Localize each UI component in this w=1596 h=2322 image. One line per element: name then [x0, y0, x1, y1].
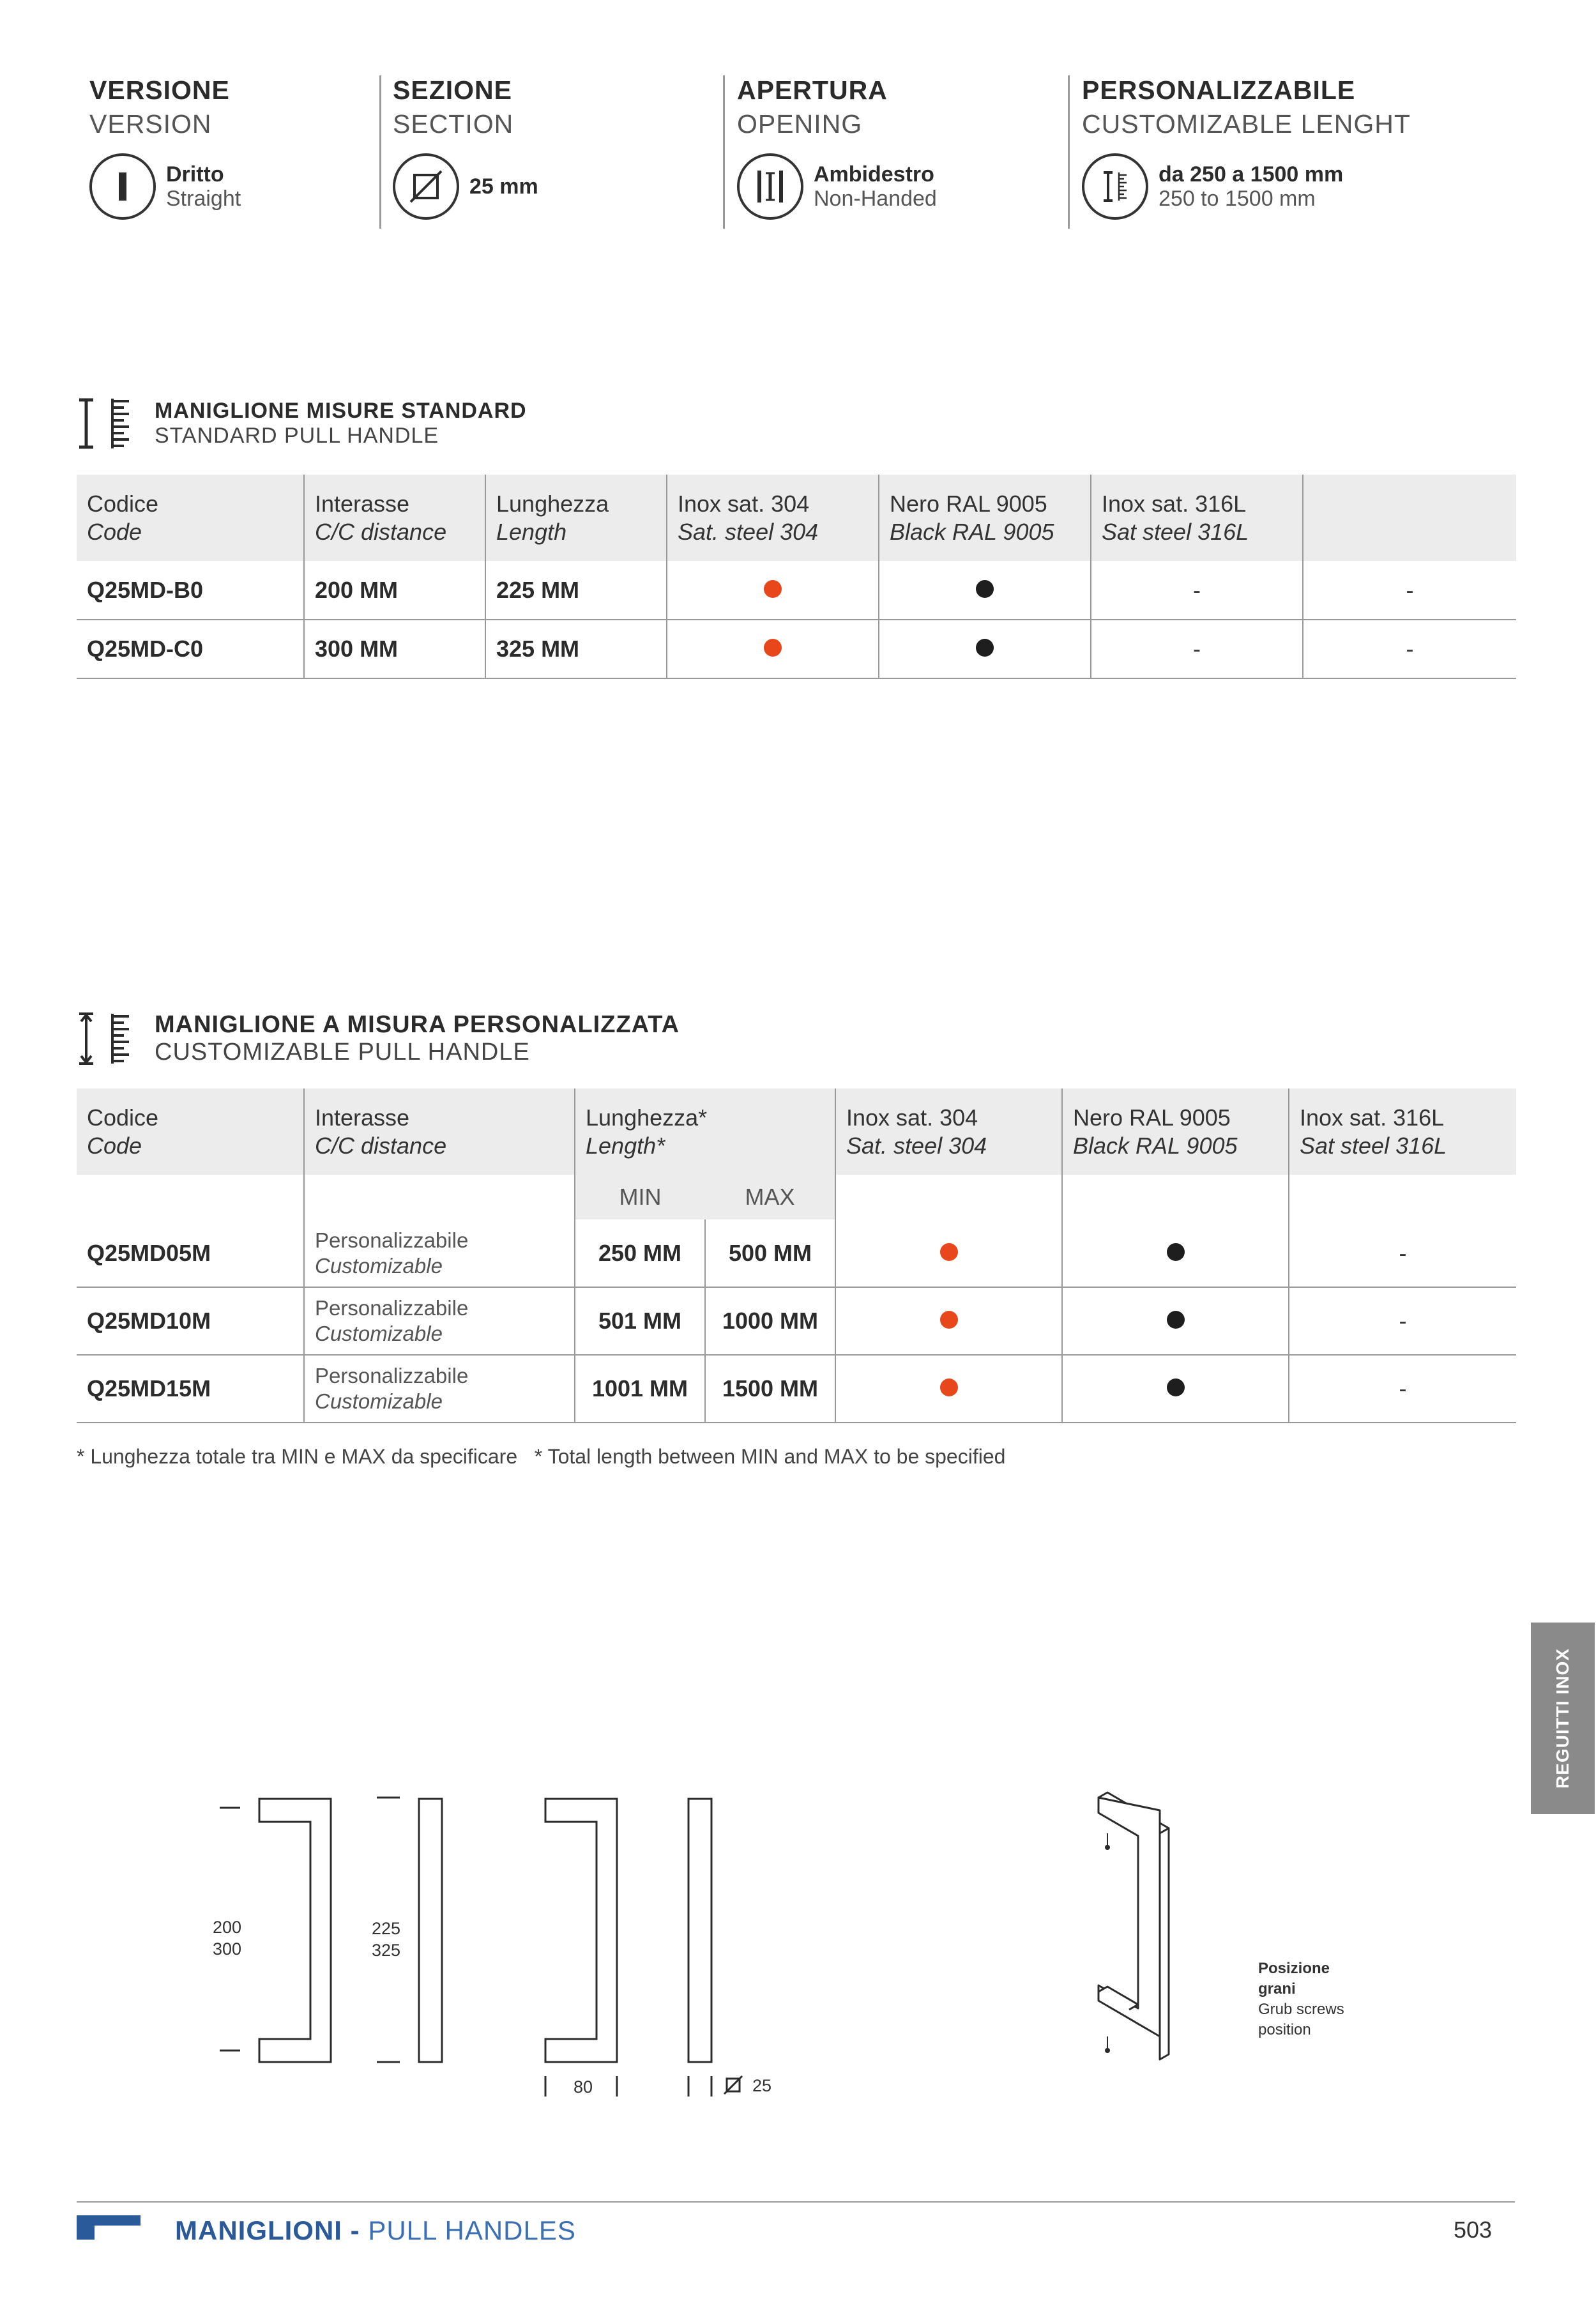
non-handed-icon	[737, 153, 803, 220]
table-row	[77, 620, 1516, 678]
divider	[723, 75, 725, 229]
black-dot	[976, 639, 994, 657]
section-title: MANIGLIONE MISURE STANDARD	[155, 399, 527, 423]
black-dot	[1167, 1379, 1185, 1396]
footer-title	[175, 2215, 576, 2246]
cell-cc: 300 MM	[304, 620, 485, 678]
cell-code: Q25MD15M	[77, 1355, 304, 1423]
orange-dot	[764, 639, 782, 657]
custom-length-icon	[1082, 153, 1148, 220]
section-subtitle: STANDARD PULL HANDLE	[155, 424, 439, 448]
cell-inox304	[835, 1355, 1062, 1423]
handle-3d-drawing	[1086, 1789, 1188, 2070]
cell-min: 250 MM	[575, 1219, 705, 1287]
cell-inox304	[835, 1287, 1062, 1355]
table-row	[77, 1355, 1516, 1423]
cell-max: 500 MM	[705, 1219, 835, 1287]
cell-min: 1001 MM	[575, 1355, 705, 1423]
cell-length: 225 MM	[485, 561, 667, 620]
orange-dot	[940, 1311, 958, 1329]
spec-subtitle: CUSTOMIZABLE LENGHT	[1082, 109, 1411, 139]
cc-dimension-label: 200 300	[213, 1918, 242, 1959]
custom-length-icon	[77, 1011, 134, 1066]
custom-table	[77, 1088, 1516, 1423]
straight-icon	[89, 153, 156, 220]
spec-title: VERSIONE	[89, 75, 230, 105]
spec-title: SEZIONE	[393, 75, 512, 105]
spec-subtitle: VERSION	[89, 109, 212, 139]
divider	[1068, 75, 1070, 229]
depth-dimension-label: 80	[574, 2077, 593, 2097]
col-inox316: Inox sat. 316L Sat steel 316L	[1091, 475, 1303, 561]
orange-dot	[940, 1243, 958, 1261]
spec-subtitle: SECTION	[393, 109, 514, 139]
table-row	[77, 1219, 1516, 1287]
black-dot	[976, 580, 994, 598]
cell-black	[1062, 1219, 1289, 1287]
col-inox304: Inox sat. 304 Sat. steel 304	[835, 1088, 1062, 1175]
brand-logo-icon	[77, 2213, 141, 2240]
col-length: Lunghezza* Length*	[575, 1088, 835, 1175]
cell-code: Q25MD10M	[77, 1287, 304, 1355]
cell-code: Q25MD-C0	[77, 620, 304, 678]
footer-title-bold: MANIGLIONI -	[175, 2215, 360, 2245]
cell-inox316: -	[1289, 1287, 1516, 1355]
col-cc: Interasse C/C distance	[304, 475, 485, 561]
col-black: Nero RAL 9005 Black RAL 9005	[1062, 1088, 1289, 1175]
spec-value: Ambidestro	[814, 162, 934, 187]
orange-dot	[940, 1379, 958, 1396]
side-tab-label: REGUITTI INOX	[1553, 1648, 1572, 1789]
footnote: * Lunghezza totale tra MIN e MAX da specificare * Total length between MIN and MAX to be specified	[77, 1445, 1006, 1468]
cell-black	[1062, 1355, 1289, 1423]
spec-value: Dritto	[166, 162, 224, 187]
table-row	[77, 561, 1516, 620]
cell-cc: Personalizzabile Customizable	[304, 1287, 575, 1355]
footer-title-light: PULL HANDLES	[368, 2215, 576, 2245]
standard-length-icon	[77, 396, 134, 451]
grub-label-en-2: position	[1258, 2021, 1311, 2038]
section-subtitle: CUSTOMIZABLE PULL HANDLE	[155, 1039, 530, 1066]
min-max-row	[77, 1175, 1516, 1219]
cell-cc: Personalizzabile Customizable	[304, 1219, 575, 1287]
divider	[379, 75, 381, 229]
cell-inox316: -	[1289, 1219, 1516, 1287]
col-code: Codice Code	[77, 1088, 304, 1175]
spec-value-en: Non-Handed	[814, 187, 937, 211]
col-extra	[1303, 475, 1516, 561]
spec-version	[89, 75, 241, 220]
black-dot	[1167, 1243, 1185, 1261]
spec-value: da 250 a 1500 mm	[1159, 162, 1344, 187]
section-dimension-label: 25	[752, 2076, 772, 2095]
spec-title: PERSONALIZZABILE	[1082, 75, 1356, 105]
min-label: MIN	[575, 1175, 705, 1219]
cell-inox304	[667, 620, 879, 678]
spec-title: APERTURA	[737, 75, 888, 105]
cell-inox316: -	[1091, 620, 1303, 678]
length-dimension-label: 225 325	[372, 1919, 401, 1960]
cell-cc: Personalizzabile Customizable	[304, 1355, 575, 1423]
standard-table	[77, 475, 1516, 679]
grub-screws-note	[1258, 1959, 1344, 2040]
cell-black	[879, 561, 1091, 620]
cell-inox316: -	[1289, 1355, 1516, 1423]
col-length: Lunghezza Length	[485, 475, 667, 561]
cell-cc: 200 MM	[304, 561, 485, 620]
cell-min: 501 MM	[575, 1287, 705, 1355]
footer-divider	[77, 2201, 1515, 2203]
table-row	[77, 1287, 1516, 1355]
spec-customizable	[1082, 75, 1411, 220]
cell-inox304	[667, 561, 879, 620]
technical-drawing-2d	[204, 1782, 805, 2114]
cell-max: 1500 MM	[705, 1355, 835, 1423]
cell-length: 325 MM	[485, 620, 667, 678]
max-label: MAX	[705, 1175, 835, 1219]
col-cc: Interasse C/C distance	[304, 1088, 575, 1175]
page-number: 503	[1454, 2217, 1493, 2243]
standard-heading	[77, 396, 527, 451]
cell-black	[1062, 1287, 1289, 1355]
col-inox304: Inox sat. 304 Sat. steel 304	[667, 475, 879, 561]
spec-value-en: Straight	[166, 187, 241, 211]
section-title: MANIGLIONE A MISURA PERSONALIZZATA	[155, 1011, 680, 1038]
side-tab	[1531, 1623, 1595, 1814]
col-black: Nero RAL 9005 Black RAL 9005	[879, 475, 1091, 561]
cell-inox316: -	[1091, 561, 1303, 620]
cell-extra: -	[1303, 620, 1516, 678]
spec-section	[393, 75, 538, 220]
cell-code: Q25MD-B0	[77, 561, 304, 620]
cell-inox304	[835, 1219, 1062, 1287]
spec-opening	[737, 75, 937, 220]
black-dot	[1167, 1311, 1185, 1329]
col-code: Codice Code	[77, 475, 304, 561]
cell-black	[879, 620, 1091, 678]
cell-code: Q25MD05M	[77, 1219, 304, 1287]
spec-value: 25 mm	[469, 174, 538, 199]
custom-heading	[77, 1011, 680, 1066]
grub-label-en-1: Grub screws	[1258, 2001, 1344, 2018]
cell-extra: -	[1303, 561, 1516, 620]
cell-max: 1000 MM	[705, 1287, 835, 1355]
grub-label-it-1: Posizione	[1258, 1960, 1330, 1977]
spec-subtitle: OPENING	[737, 109, 863, 139]
col-inox316: Inox sat. 316L Sat steel 316L	[1289, 1088, 1516, 1175]
spec-value-en: 250 to 1500 mm	[1159, 187, 1316, 211]
orange-dot	[764, 580, 782, 598]
grub-label-it-2: grani	[1258, 1980, 1296, 1997]
square-section-icon	[393, 153, 459, 220]
